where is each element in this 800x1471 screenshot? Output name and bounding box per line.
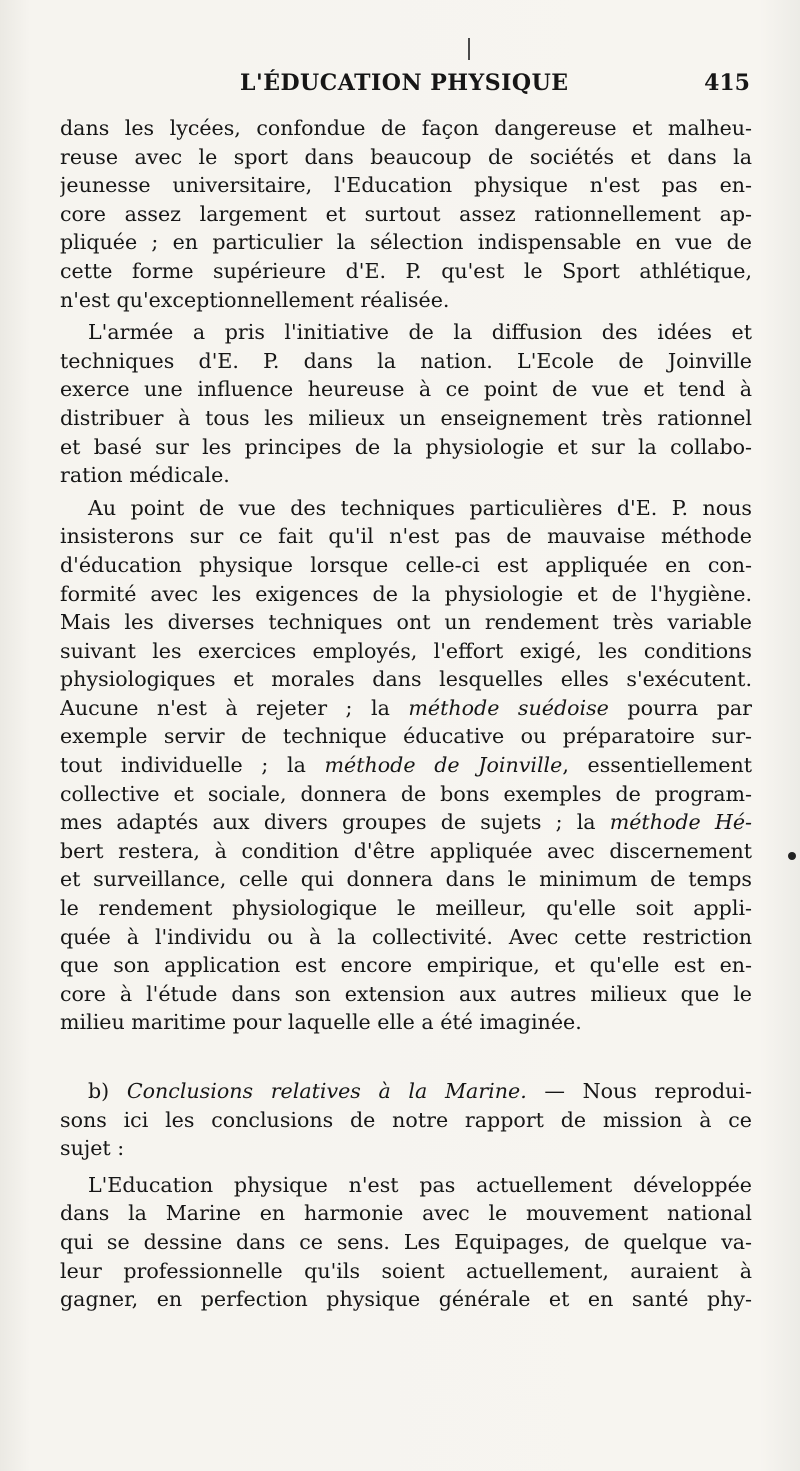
paragraph-techniques <box>60 494 752 1037</box>
text-line: tout individuelle ; la méthode de Joinville, essentiellement <box>60 753 752 778</box>
text-line: collective et sociale, donnera de bons exemples de program- <box>60 781 752 806</box>
text-line: et surveillance, celle qui donnera dans le minimum de temps <box>60 867 752 892</box>
text-line: bert restera, à condition d'être appliquée avec discernement <box>60 838 752 863</box>
text-line: dans les lycées, confondue de façon dangereuse et malheu- <box>60 116 752 140</box>
text-line: suivant les exercices employés, l'effort exigé, les conditions <box>60 638 752 663</box>
text-line: core assez largement et surtout assez rationnellement ap- <box>60 201 752 226</box>
text-line: cette forme supérieure d'E. P. qu'est le Sport athlétique, <box>60 258 752 283</box>
page-number: 415 <box>704 70 750 96</box>
text-line: distribuer à tous les milieux un enseignement très rationnel <box>60 405 752 430</box>
text-line: et basé sur les principes de la physiologie et sur la collabo- <box>60 434 752 459</box>
text-line: milieu maritime pour laquelle elle a été imaginée. <box>60 1010 582 1035</box>
text-line: L'Education physique n'est pas actuellement développée <box>88 1172 752 1197</box>
text-line: formité avec les exigences de la physiologie et de l'hygiène. <box>60 581 752 606</box>
text-line: quée à l'individu ou à la collectivité. Avec cette restriction <box>60 924 752 949</box>
paragraph-conclusions-marine <box>60 1077 752 1163</box>
text-line: d'éducation physique lorsque celle-ci est appliquée en con- <box>60 552 752 577</box>
paragraph-education-marine <box>60 1171 752 1314</box>
paragraph-lycees <box>60 114 752 314</box>
text-line: qui se dessine dans ce sens. Les Equipages, de quelque va- <box>60 1229 752 1254</box>
text-line: core à l'étude dans son extension aux autres milieux que le <box>60 981 752 1006</box>
text-line: b) Conclusions relatives à la Marine. — Nous reprodui- <box>88 1079 752 1103</box>
text-line: leur professionnelle qu'ils soient actuellement, auraient à <box>60 1258 752 1283</box>
text-line: mes adaptés aux divers groupes de sujets ; la méthode Hé- <box>60 810 752 835</box>
text-line: reuse avec le sport dans beaucoup de sociétés et dans la <box>60 144 752 169</box>
text-line: pliquée ; en particulier la sélection indispensable en vue de <box>60 230 752 255</box>
text-line: dans la Marine en harmonie avec le mouvement national <box>60 1201 752 1226</box>
text-line: exerce une influence heureuse à ce point de vue et tend à <box>60 377 752 402</box>
text-line: Mais les diverses techniques ont un rendement très variable <box>60 610 752 635</box>
running-title: L'ÉDUCATION PHYSIQUE <box>240 70 569 96</box>
text-line: Au point de vue des techniques particulières d'E. P. nous <box>88 495 752 520</box>
text-line: physiologiques et morales dans lesquelles elles s'exécutent. <box>60 667 752 692</box>
text-line: Aucune n'est à rejeter ; la méthode suédoise pourra par <box>60 695 752 720</box>
page-header <box>60 70 750 98</box>
text-line: que son application est encore empirique, et qu'elle est en- <box>60 953 752 978</box>
text-line: L'armée a pris l'initiative de la diffusion des idées et <box>88 320 752 345</box>
text-line: n'est qu'exceptionnellement réalisée. <box>60 287 450 312</box>
text-line: insisterons sur ce fait qu'il n'est pas de mauvaise méthode <box>60 524 752 549</box>
margin-bullet <box>788 852 796 860</box>
paragraph-armee <box>60 318 752 490</box>
text-line: ration médicale. <box>60 463 230 488</box>
body-text <box>60 114 752 1314</box>
margin-mark <box>468 38 470 60</box>
text-line: sujet : <box>60 1136 125 1161</box>
text-line: exemple servir de technique éducative ou préparatoire sur- <box>60 724 752 749</box>
text-line: le rendement physiologique le meilleur, qu'elle soit appli- <box>60 896 752 921</box>
text-line: sons ici les conclusions de notre rapport de mission à ce <box>60 1107 752 1132</box>
text-line: techniques d'E. P. dans la nation. L'Ecole de Joinville <box>60 348 752 373</box>
text-line: gagner, en perfection physique générale et en santé phy- <box>60 1287 752 1312</box>
text-line: jeunesse universitaire, l'Education physique n'est pas en- <box>60 173 752 198</box>
